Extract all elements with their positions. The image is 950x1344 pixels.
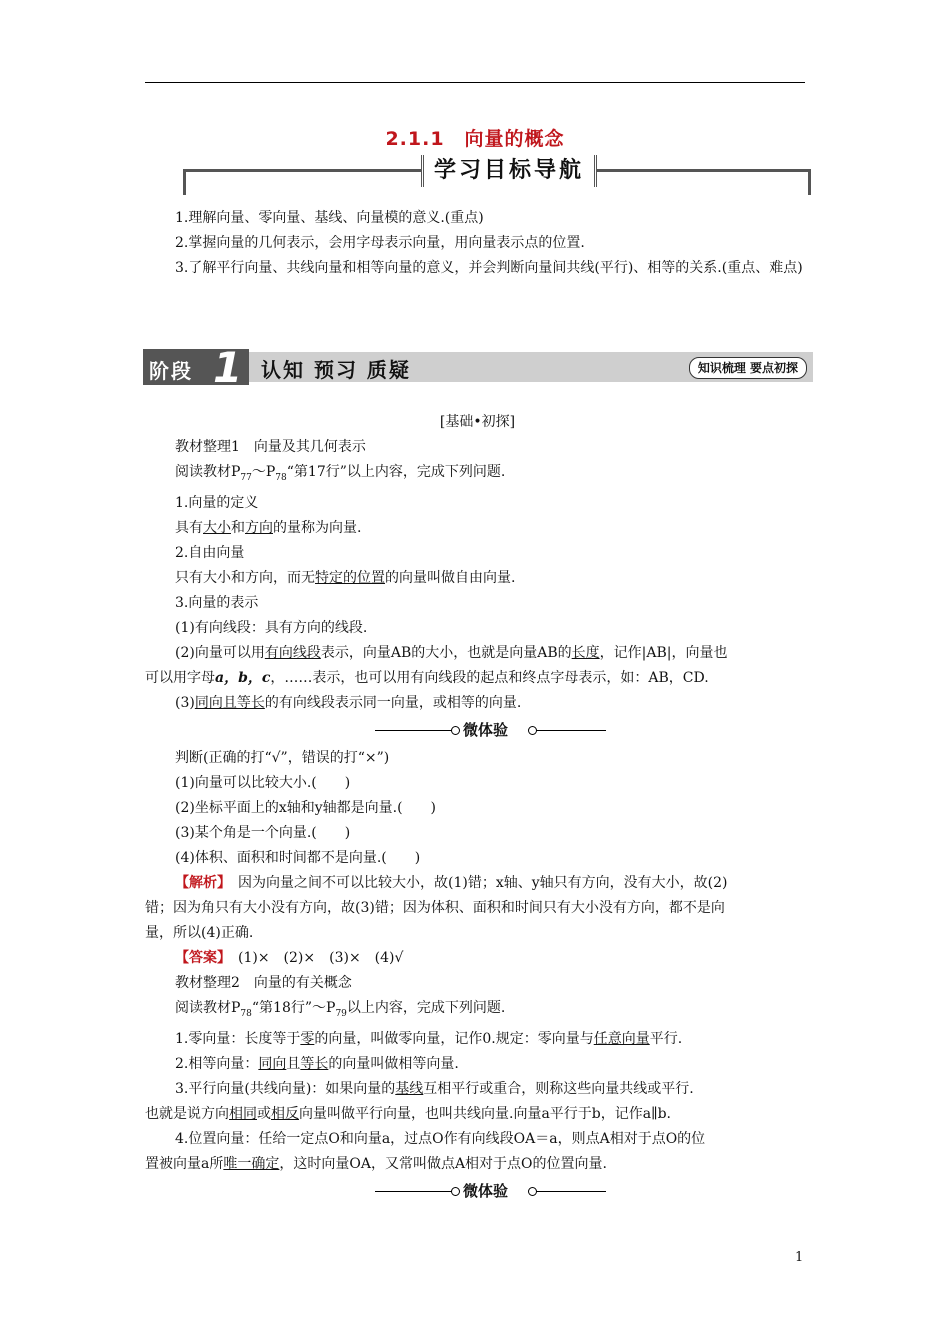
stage-banner [143, 343, 813, 392]
analysis-cont: 错；因为角只有大小没有方向，故(3)错；因为体积、面积和时间只有大小没有方向，都不是向 [145, 899, 725, 916]
rep-3: (3)同向且等长的有向线段表示同一向量，或相等的向量. [175, 694, 522, 711]
parallel-vector: 3.平行向量(共线向量)：如果向量的基线互相平行或重合，则称这些向量共线或平行. [175, 1080, 694, 1097]
equal-vector: 2.相等向量：同向且等长的向量叫做相等向量. [175, 1055, 459, 1072]
goal-item: 3.了解平行向量、共线向量和相等向量的意义，并会判断向量间共线(平行)、相等的关系.(重点、难点) [175, 260, 803, 276]
section2-heading: 教材整理2 向量的有关概念 [175, 974, 352, 991]
goals-list [145, 206, 810, 281]
goal-item: 1.理解向量、零向量、基线、向量模的意义.(重点) [175, 210, 484, 226]
micro-label: 微体验 [463, 720, 509, 739]
free-text: 只有大小和方向，而无特定的位置的向量叫做自由向量. [175, 569, 516, 586]
quiz-item: (4)体积、面积和时间都不是向量.( ) [175, 849, 421, 866]
stage-subtitle: 认知 预习 质疑 [261, 358, 411, 382]
main-content [145, 410, 810, 1207]
stage-badge [143, 343, 249, 392]
quiz-item: (3)某个角是一个向量.( ) [175, 824, 351, 841]
micro-divider [145, 1177, 810, 1207]
banner-right-hook [808, 169, 811, 195]
section1-reading: 阅读教材$P_{77}\sim P_{78}“$第17行”以上内容，完成下列问题. [175, 464, 506, 483]
page-number: 1 [795, 1250, 804, 1265]
free-title: 2.自由向量 [175, 544, 245, 561]
goals-banner [183, 155, 811, 197]
parallel-vector-cont: 也就是说方向相同或相反向量叫做平行向量，也叫共线向量.向量a平行于b，记作a∥b. [145, 1105, 671, 1122]
stage-number: 1 [213, 343, 243, 392]
analysis: 【解析】 因为向量之间不可以比较大小，故(1)错；x轴、y轴只有方向，没有大小，故(2) [175, 874, 728, 891]
stage-prefix: 阶段 [149, 359, 193, 383]
section-tag: [基础•初探] [439, 414, 516, 430]
goals-header: 学习目标导航 [421, 155, 597, 187]
position-vector: 4.位置向量：任给一定点O和向量a，过点O作有向线段OA＝a，则点A相对于点O的位 [175, 1130, 706, 1147]
goal-item: 2.掌握向量的几何表示，会用字母表示向量，用向量表示点的位置. [175, 235, 585, 251]
micro-label: 微体验 [463, 1181, 509, 1200]
section1-heading: 教材整理1 向量及其几何表示 [175, 439, 366, 455]
answer-label: 【答案】 [175, 949, 224, 966]
quiz-item: (1)向量可以比较大小.( ) [175, 774, 351, 791]
quiz-intro: 判断(正确的打“√”，错误的打“×”) [175, 749, 390, 766]
position-vector-cont: 置被向量a所唯一确定，这时向量OA，又常叫做点A相对于点O的位置向量. [145, 1155, 607, 1172]
section2-reading: 阅读教材$P_{78}“$第18行$”\sim P_{79}$以上内容，完成下列问题. [175, 999, 506, 1019]
rep-title: 3.向量的表示 [175, 594, 259, 611]
rep-2: (2)向量可以用有向线段表示，向量AB的大小，也就是向量AB的长度，记作|AB|，向量也 [175, 644, 728, 661]
analysis-label: 【解析】 [175, 874, 224, 891]
def-title: 1.向量的定义 [175, 494, 259, 511]
header-rule [145, 82, 805, 83]
rep-1: (1)有向线段：具有方向的线段. [175, 619, 368, 636]
page-title: 2.1.1 向量的概念 [385, 128, 565, 150]
answer: 【答案】 (1)× (2)× (3)× (4)√ [175, 949, 404, 966]
analysis-cont: 量，所以(4)正确. [145, 924, 254, 941]
zero-vector: 1.零向量：长度等于零的向量，叫做零向量，记作0.规定：零向量与任意向量平行. [175, 1030, 683, 1047]
micro-divider [145, 716, 810, 746]
def-text: 具有大小和方向的量称为向量. [175, 519, 362, 536]
quiz-item: (2)坐标平面上的x轴和y轴都是向量.( ) [175, 799, 437, 816]
stage-tag: 知识梳理 要点初探 [689, 357, 807, 379]
banner-left-hook [183, 169, 186, 195]
rep-2-cont: 可以用字母a，b，c，……表示，也可以用有向线段的起点和终点字母表示，如：AB，CD. [145, 669, 709, 686]
